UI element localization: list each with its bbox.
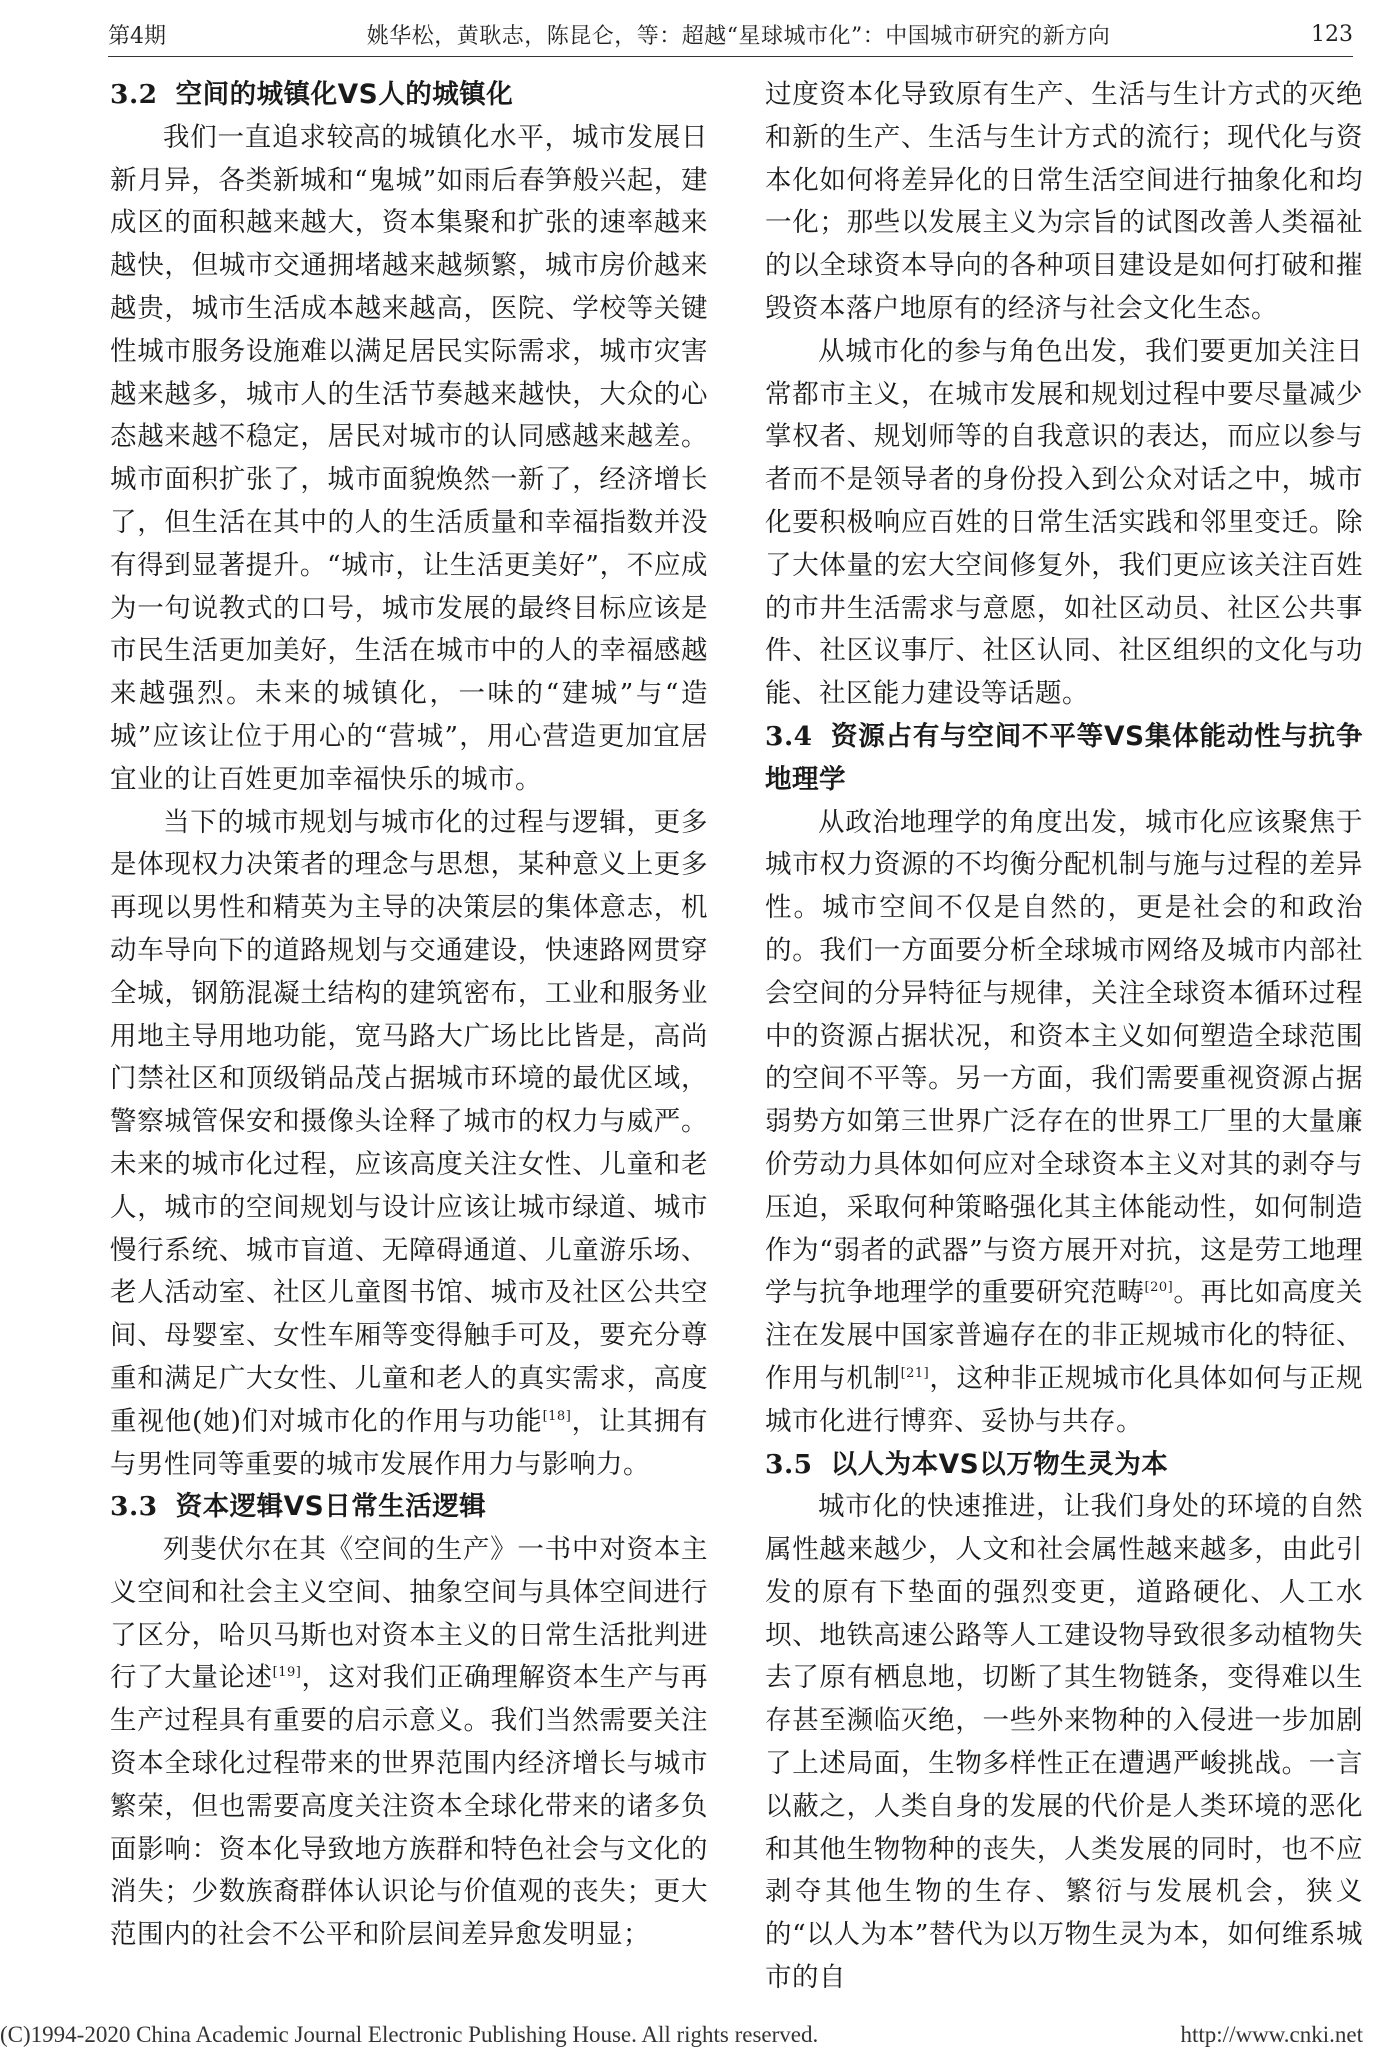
running-title: 姚华松，黄耿志，陈昆仑，等：超越“星球城市化”：中国城市研究的新方向 (366, 23, 1111, 49)
citation-ref: [21] (900, 1366, 930, 1382)
section-number: 3.5 (765, 1448, 813, 1480)
page-number: 123 (1311, 21, 1353, 47)
paragraph (110, 1529, 708, 1957)
citation-ref: [19] (272, 1665, 302, 1681)
paragraph-text: 。再比如高度关注在发展中国家普遍存在的非正规城市化的特征、作用与机制 (765, 1277, 1364, 1394)
section-title: 空间的城镇化VS人的城镇化 (175, 79, 514, 110)
running-header (108, 12, 1353, 56)
header-rule (108, 56, 1353, 57)
paragraph-text: 从政治地理学的角度出发，城市化应该聚焦于城市权力资源的不均衡分配机制与施与过程的差异性。城市空间不仅是自然的，更是社会的和政治的。我们一方面要分析全球城市网络及城市内部社会空间的分异特征与规律，关注全球资本循环过程中的资源占据状况，和资本主义如何塑造全球范围的空间不平等。另一方面，我们需要重视资源占据弱势方如第三世界广泛存在的世界工厂里的大量廉价劳动力具体如何应对全球资本主义对其的剥夺与压迫，采取何种策略强化其主体能动性，如何制造作为“弱者的武器”与资方展开对抗，这是劳工地理学与抗争地理学的重要研究范畴 (765, 806, 1363, 1309)
left-column (110, 74, 708, 1957)
section-number: 3.2 (110, 79, 158, 110)
right-column (765, 74, 1363, 2000)
citation-ref: [20] (1144, 1280, 1174, 1296)
paragraph-text: 当下的城市规划与城市化的过程与逻辑，更多是体现权力决策者的理念与思想，某种意义上更多再现以男性和精英为主导的决策层的集体意志，机动车导向下的道路规划与交通建设，快速路网贯穿全城，钢筋混凝土结构的建筑密布，工业和服务业用地主导用地功能，宽马路大广场比比皆是，高尚门禁社区和顶级销品茂占据城市环境的最优区域，警察城管保安和摄像头诠释了城市的权力与威严。未来的城市化过程，应该高度关注女性、儿童和老人，城市的空间规划与设计应该让城市绿道、城市慢行系统、城市盲道、无障碍通道、儿童游乐场、老人活动室、社区儿童图书馆、城市及社区公共空间、母婴室、女性车厢等变得触手可及，要充分尊重和满足广大女性、儿童和老人的真实需求，高度重视他(她)们对城市化的作用与功能 (110, 806, 708, 1437)
footer-link[interactable]: http://www.cnki.net (1180, 2022, 1363, 2047)
section-heading-3-3 (110, 1486, 708, 1529)
citation-ref: [18] (542, 1408, 572, 1424)
issue-label: 第4期 (108, 23, 166, 49)
paragraph: 城市化的快速推进，让我们身处的环境的自然属性越来越少，人文和社会属性越来越多，由此引发的原有下垫面的强烈变更，道路硬化、人工水坝、地铁高速公路等人工建设物导致很多动植物失去了原有栖息地，切断了其生物链条，变得难以生存甚至濒临灭绝，一些外来物种的入侵进一步加剧了上述局面，生物多样性正在遭遇严峻挑战。一言以蔽之，人类自身的发展的代价是人类环境的恶化和其他生物物种的丧失，人类发展的同时，也不应剥夺其他生物的生存、繁衍与发展机会，狭义的“以人为本”替代为以万物生灵为本，如何维系城市的自 (765, 1491, 1363, 1994)
paragraph-text: ，这种非正规城市化具体如何与正规城市化进行博弈、妥协与共存。 (765, 1362, 1364, 1437)
paragraph-text: ，这对我们正确理解资本生产与再生产过程具有重要的启示意义。我们当然需要关注资本全球化过程带来的世界范围内经济增长与城市繁荣，但也需要高度关注资本全球化带来的诸多负面影响：资本化导致地方族群和特色社会与文化的消失；少数族裔群体认识论与价值观的丧失；更大范围内的社会不公平和阶层间差异愈发明显； (110, 1662, 709, 1951)
section-title: 资源占有与空间不平等VS集体能动性与抗争地理学 (765, 720, 1363, 795)
copyright-notice: (C)1994-2020 China Academic Journal Electronic Publishing House. All rights reserved. (0, 2022, 819, 2047)
section-heading-3-4 (765, 716, 1363, 802)
paragraph: 我们一直追求较高的城镇化水平，城市发展日新月异，各类新城和“鬼城”如雨后春笋般兴起，建成区的面积越来越大，资本集聚和扩张的速率越来越快，但城市交通拥堵越来越频繁，城市房价越来越贵，城市生活成本越来越高，医院、学校等关键性城市服务设施难以满足居民实际需求，城市灾害越来越多，城市人的生活节奏越来越快，大众的心态越来越不稳定，居民对城市的认同感越来越差。城市面积扩张了，城市面貌焕然一新了，经济增长了，但生活在其中的人的生活质量和幸福指数并没有得到显著提升。“城市，让生活更美好”，不应成为一句说教式的口号，城市发展的最终目标应该是市民生活更加美好，生活在城市中的人的幸福感越来越强烈。未来的城镇化，一味的“建城”与“造城”应该让位于用心的“营城”，用心营造更加宜居宜业的让百姓更加幸福快乐的城市。 (110, 121, 708, 795)
section-number: 3.4 (765, 720, 813, 752)
paragraph: 从城市化的参与角色出发，我们要更加关注日常都市主义，在城市发展和规划过程中要尽量减少掌权者、规划师等的自我意识的表达，而应以参与者而不是领导者的身份投入到公众对话之中，城市化要积极响应百姓的日常生活实践和邻里变迁。除了大体量的宏大空间修复外，我们更应该关注百姓的市井生活需求与意愿，如社区动员、社区公共事件、社区议事厅、社区认同、社区组织的文化与功能、社区能力建设等话题。 (765, 335, 1363, 710)
paragraph (765, 802, 1363, 1444)
paragraph (110, 802, 708, 1487)
section-title: 资本逻辑VS日常生活逻辑 (175, 1491, 487, 1523)
paragraph-text: ，让其拥有与男性同等重要的城市发展作用力与影响力。 (110, 1405, 708, 1480)
section-number: 3.3 (110, 1491, 158, 1523)
paragraph-text: 列斐伏尔在其《空间的生产》一书中对资本主义空间和社会主义空间、抽象空间与具体空间进行了区分，哈贝马斯也对资本主义的日常生活批判进行了大量论述 (110, 1534, 708, 1694)
footer (0, 2022, 1391, 2054)
section-heading-3-2 (110, 74, 708, 117)
paragraph-continued: 过度资本化导致原有生产、生活与生计方式的灭绝和新的生产、生活与生计方式的流行；现代化与资本化如何将差异化的日常生活空间进行抽象化和均一化；那些以发展主义为宗旨的试图改善人类福祉的以全球资本导向的各种项目建设是如何打破和摧毁资本落户地原有的经济与社会文化生态。 (765, 79, 1363, 324)
section-title: 以人为本VS以万物生灵为本 (830, 1448, 1169, 1480)
section-heading-3-5 (765, 1444, 1363, 1487)
